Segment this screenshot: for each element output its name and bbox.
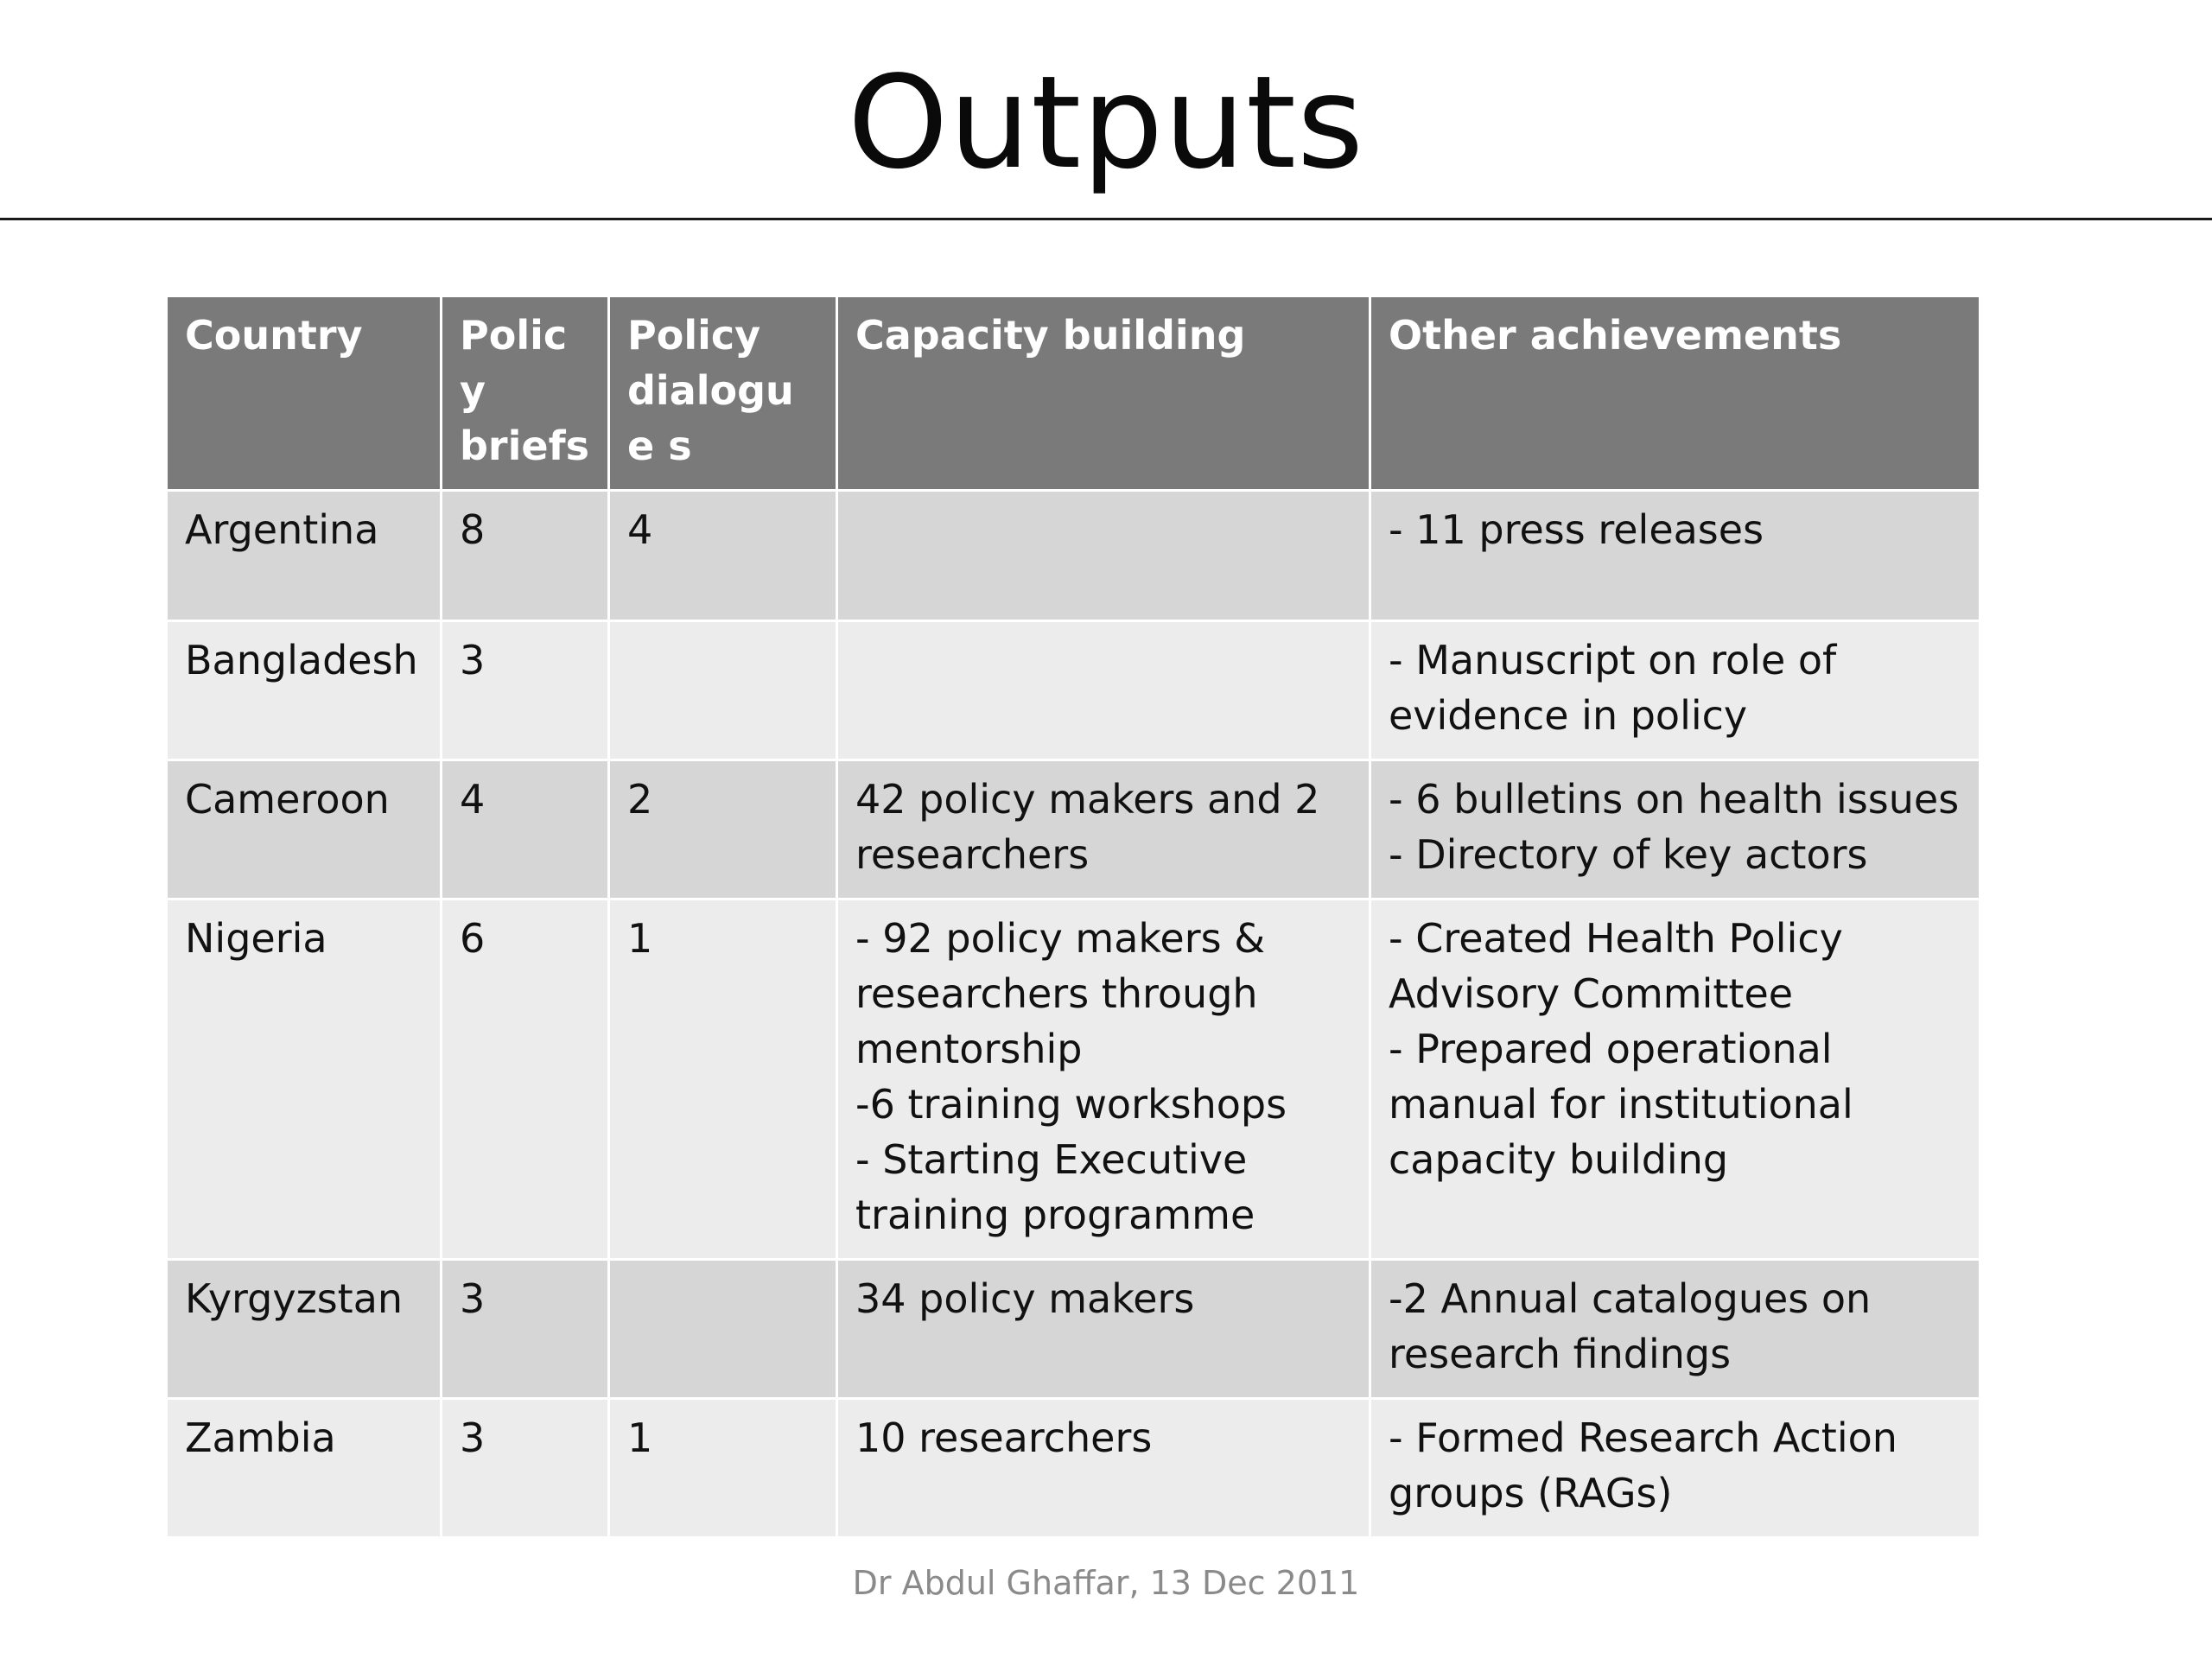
cell-policy-dialogues: 4: [609, 491, 837, 621]
slide-footer: Dr Abdul Ghaffar, 13 Dec 2011: [852, 1564, 1360, 1602]
cell-capacity-building: 42 policy makers and 2 researchers: [837, 760, 1370, 899]
cell-policy-briefs: 4: [442, 760, 609, 899]
header-other-achievements: Other achievements: [1370, 296, 1980, 491]
table-header-row: [167, 296, 1980, 491]
cell-country: Bangladesh: [167, 621, 442, 760]
cell-other-achievements: - Created Health Policy Advisory Committee - Prepared operational manual for institutional capacity building: [1370, 899, 1980, 1260]
header-country: Country: [167, 296, 442, 491]
table-row: [167, 1399, 1980, 1538]
cell-policy-briefs: 8: [442, 491, 609, 621]
cell-capacity-building: - 92 policy makers & researchers through mentorship -6 training workshops - Starting Executive training programme: [837, 899, 1370, 1260]
cell-capacity-building: [837, 491, 1370, 621]
cell-other-achievements: -2 Annual catalogues on research findings: [1370, 1260, 1980, 1399]
cell-other-achievements: - Manuscript on role of evidence in policy: [1370, 621, 1980, 760]
outputs-table: [165, 295, 1981, 1539]
header-capacity-building: Capacity building: [837, 296, 1370, 491]
table-row: [167, 621, 1980, 760]
table-row: [167, 491, 1980, 621]
cell-other-achievements: - 6 bulletins on health issues - Directory of key actors: [1370, 760, 1980, 899]
slide-title: Outputs: [847, 48, 1365, 197]
cell-capacity-building: 34 policy makers: [837, 1260, 1370, 1399]
cell-country: Kyrgyzstan: [167, 1260, 442, 1399]
cell-country: Zambia: [167, 1399, 442, 1538]
cell-policy-dialogues: [609, 1260, 837, 1399]
cell-other-achievements: - 11 press releases: [1370, 491, 1980, 621]
table-row: [167, 899, 1980, 1260]
cell-policy-dialogues: 2: [609, 760, 837, 899]
cell-policy-dialogues: 1: [609, 1399, 837, 1538]
cell-policy-briefs: 6: [442, 899, 609, 1260]
cell-other-achievements: - Formed Research Action groups (RAGs): [1370, 1399, 1980, 1538]
cell-policy-dialogues: [609, 621, 837, 760]
cell-capacity-building: [837, 621, 1370, 760]
table-row: [167, 760, 1980, 899]
title-divider: [0, 218, 2212, 220]
cell-policy-dialogues: 1: [609, 899, 837, 1260]
header-policy-briefs: Policy briefs: [442, 296, 609, 491]
cell-policy-briefs: 3: [442, 1399, 609, 1538]
cell-country: Argentina: [167, 491, 442, 621]
cell-policy-briefs: 3: [442, 621, 609, 760]
cell-policy-briefs: 3: [442, 1260, 609, 1399]
header-policy-dialogues: Policy dialogue s: [609, 296, 837, 491]
cell-country: Cameroon: [167, 760, 442, 899]
cell-capacity-building: 10 researchers: [837, 1399, 1370, 1538]
cell-country: Nigeria: [167, 899, 442, 1260]
outputs-table-container: [165, 295, 1979, 1539]
table-row: [167, 1260, 1980, 1399]
